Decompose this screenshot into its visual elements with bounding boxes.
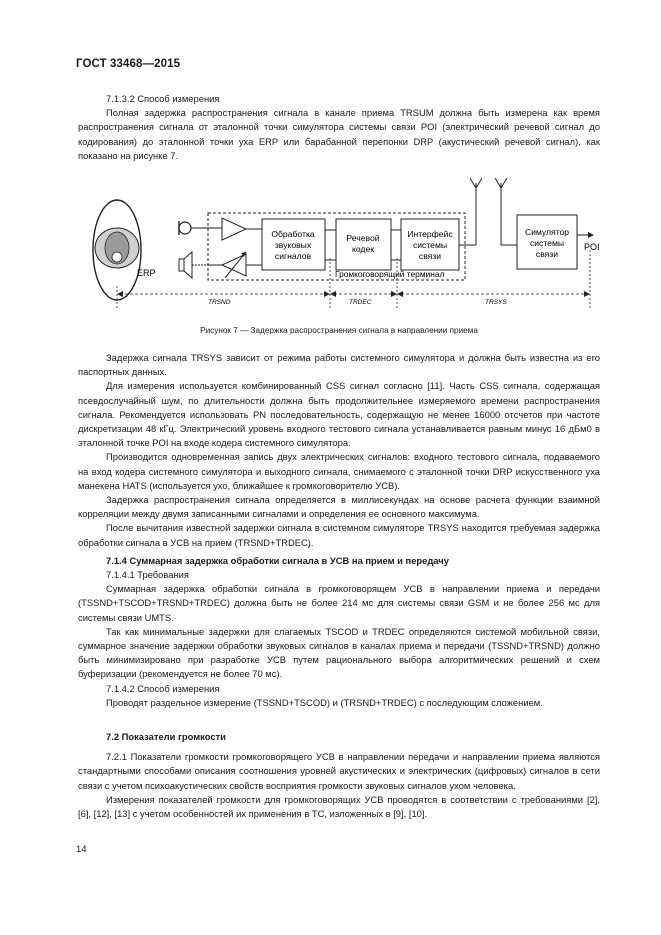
t-rsys-label: TRSYS	[485, 299, 507, 306]
document-header: ГОСТ 33468—2015	[76, 58, 181, 70]
paragraph: Задержка сигнала TRSYS зависит от режима работы системного симулятора и должна быть известна из его паспортных данных.	[78, 352, 600, 378]
figure-7-diagram	[0, 168, 661, 328]
subsection-heading: 7.1.3.2 Способ измерения	[106, 93, 220, 104]
amplifier-tx-icon	[222, 218, 246, 240]
main-text	[78, 351, 600, 821]
paragraph: Производится одновременная запись двух электрических сигналов: входного тестового сигнала, подаваемого на вход кодера системного симулятора и выходного сигнала, снимаемого с эталонной точки DRP искусственного уха манекена HATS (используется ухо, ближайшее к громкоговорителю УСВ).	[78, 451, 600, 491]
block-codec-label: Речевой кодек	[346, 233, 380, 254]
paragraph: После вычитания известной задержки сигнала в системном симуляторе TRSYS находится требуемая задержка обработки сигнала в УСВ на прием (TRSND+TRDEC).	[78, 522, 600, 548]
page-number: 14	[76, 844, 87, 855]
subsection-heading: 7.1.4.2 Способ измерения	[106, 682, 220, 694]
paragraph: Суммарная задержка обработки сигнала в громкоговорящем УСВ в направлении приема и передачи (TSSND+TSCOD+TRSND+TRDEC) должна быть не более 214 мс для системы связи GSM и не более 256 мс для системы связи UMTS.	[78, 583, 600, 623]
t-rsnd-label: TRSND	[208, 299, 231, 306]
paragraph: Для измерения используется комбинированный CSS сигнал согласно [11]. Часть CSS сигнала, содержащая псевдослучайный шум, по длительности должна быть продолжительнее измеряемого времени распространения сигнала. Рекомендуется использовать PN последовательность, содержащую не менее 16000 отсчетов при частоте дискретизации 48 кГц. Электрический уровень входного тестового сигнала устанавливается равным минус 16 дБм0 в эталонной точке POI на входе кодера системного симулятора.	[78, 380, 600, 449]
section-7132	[78, 92, 600, 163]
paragraph: Проводят раздельное измерение (TSSND+TSCOD) и (TRSND+TRDEC) с последующим сложением.	[106, 696, 543, 708]
microphone-icon	[179, 221, 208, 235]
antenna-icon	[459, 178, 517, 245]
poi-label: POI	[584, 242, 600, 252]
section-heading: 7.1.4 Суммарная задержка обработки сигнала в УСВ на прием и передачу	[106, 554, 449, 566]
erp-label: ERP	[137, 268, 156, 278]
figure-caption: Рисунок 7 — Задержка распространения сигнала в направлении приема	[200, 326, 478, 335]
paragraph: 7.2.1 Показатели громкости громкоговорящего УСВ в направлении передачи и направлении приема являются стандартными способами описания соотношения уровней акустических и электрических (цифровых) сигналов в сети связи с учетом психоакустических свойств восприятия громкости звуковых сигналов ухом человека.	[78, 751, 600, 791]
section-heading: 7.2 Показатели громкости	[106, 731, 226, 743]
paragraph: Измерения показателей громкости для громкоговорящих УСВ проводятся в соответствии с требованиями [2], [6], [12], [13] с учетом особенностей их применения в ТС, изложенных в [9], [10].	[78, 793, 600, 820]
loudspeaker-icon	[179, 252, 208, 278]
amplifier-rx-icon	[222, 254, 246, 276]
block-sim-label: Симулятор системы связи	[524, 227, 570, 259]
block-iface-label: Интерфейс системы связи	[407, 229, 453, 261]
paragraph: Так как минимальные задержки для слагаемых TSCOD и TRDEC определяются системой мобильной связи, суммарное значение задержки обработки звуковых сигналов в каналах приема и передачи (TSSND+TRSND) должно быть минимизировано при разработке УСВ путем рационального выбора алгоритмических решений и схем буферизации (рекомендуется не более 70 мс).	[78, 625, 600, 680]
block-audio-label: Обработка звуковых сигналов	[271, 229, 315, 261]
subsection-heading: 7.1.4.1 Требования	[106, 569, 189, 581]
paragraph: Полная задержка распространения сигнала в канале приема TRSUM должна быть измерена как время распространения сигнала от эталонной точки симулятора системы связи POI (электрический речевой сигнал до кодирования) до эталонной точки уха ERP или барабанной перепонки DRP (акустический речевой сигнал), как показано на рисунке 7.	[78, 107, 600, 161]
head-icon	[93, 200, 141, 300]
t-rdec-label: TRDEC	[349, 299, 372, 306]
paragraph: Задержка распространения сигнала определяется в миллисекундах на основе расчета функции взаимной корреляции между двумя записанными сигналами и определения ее основного максимума.	[78, 494, 600, 520]
terminal-label: Громкоговорящий терминал	[335, 269, 445, 279]
